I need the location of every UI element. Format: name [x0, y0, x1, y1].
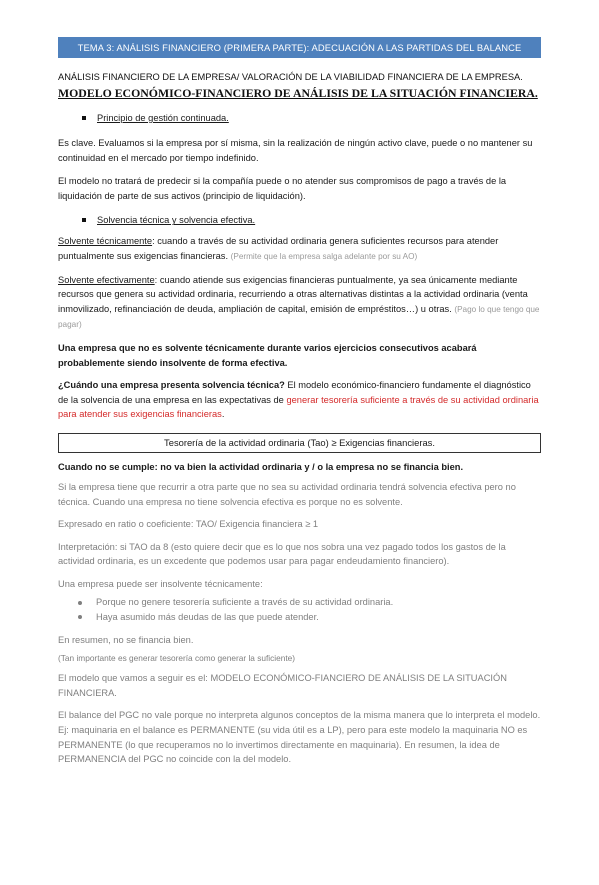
question-body: El modelo económico-financiero fundamente el diagnóstico de la solvencia de una empresa en las expectativas de [58, 380, 531, 405]
paragraph-resumen: En resumen, no se financia bien. [58, 634, 194, 645]
paragraph-ratio: Expresado en ratio o coeficiente: TAO/ Exigencia financiera ≥ 1 [58, 519, 319, 530]
formula-box: Tesorería de la actividad ordinaria (Tao) ≥ Exigencias financieras. [58, 433, 541, 453]
document-subtitle: ANÁLISIS FINANCIERO DE LA EMPRESA/ VALORACIÓN DE LA VIABILIDAD FINANCIERA DE LA EMPRESA. [58, 72, 523, 82]
bullet-heading-text: Solvencia técnica y solvencia efectiva. [97, 215, 256, 226]
paragraph-clave: Es clave. Evaluamos si la empresa por sí misma, sin la realización de ningún activo clave, puede o no mantener su continuidad en el mercado por tiempo indefinido. [58, 138, 533, 163]
no-se-cumple-heading: Cuando no se cumple: no va bien la actividad ordinaria y / o la empresa no se financia bien. [58, 461, 464, 472]
paragraph-solvente-efectivamente [58, 273, 541, 333]
term-solvente-tecnicamente: Solvente técnicamente [58, 236, 153, 247]
round-bullet-icon [78, 601, 82, 605]
topic-banner: TEMA 3: ANÁLISIS FINANCIERO (PRIMERA PARTE): ADECUACIÓN A LAS PARTIDAS DEL BALANCE [58, 37, 541, 58]
paragraph-balance-pgc: El balance del PGC no vale porque no interpreta algunos conceptos de la misma manera que lo interpreta el modelo. Ej: maquinaria en el balance es PERMANENTE (su vida útil es a LP), pero para este modelo la maquinaria NO es PERMANENTE (lo que recuperamos no lo invertimos directamente en maquinaria). En resumen, la idea de PERMANENCIA del PGC no coincide con la del modelo. [58, 710, 541, 765]
list-item [58, 610, 541, 625]
bullet-heading-text: Principio de gestión continuada. [97, 113, 229, 123]
main-title: MODELO ECONÓMICO-FINANCIERO DE ANÁLISIS DE LA SITUACIÓN FINANCIERA. [58, 86, 538, 100]
definition-text: : cuando atiende sus exigencias financieras puntualmente, ya sea únicamente mediante recursos que genera su actividad ordinaria, recurriendo a otras alternativas distintas a la actividad ordinaria (venta inmovilizado, refinanciación de deuda, ampliación de capital, emisión de empréstitos…) u otras. [58, 274, 528, 314]
paragraph-interpretacion: Interpretación: si TAO da 8 (esto quiere decir que es lo que nos sobra una vez pagado todos los gastos de la actividad ordinaria, es un excedente que podemos usar para pagar endeudamiento financiero). [58, 541, 506, 567]
square-bullet-icon [82, 218, 86, 222]
paragraph-insolvente-conclusion: Una empresa que no es solvente técnicamente durante varios ejercicios consecutivos acabará probablemente siendo insolvente de forma efectiva. [58, 342, 477, 368]
square-bullet-icon [82, 116, 86, 120]
aside-note: (Permite que la empresa salga adelante por su AO) [230, 251, 418, 261]
bullet-heading-gestion [58, 113, 541, 123]
highlighted-red-text: generar tesorería suficiente a través de su actividad ordinaria para atender sus exigencias financieras [58, 394, 539, 420]
paragraph-cuando-solvencia [58, 378, 541, 422]
round-bullet-icon [78, 615, 82, 619]
causes-list [58, 595, 541, 624]
paragraph-solvencia-efectiva: Si la empresa tiene que recurrir a otra parte que no sea su actividad ordinaria tendrá solvencia efectiva pero no técnica. Cuando una empresa no tiene solvencia efectiva es porque no es solvente. [58, 481, 516, 507]
list-item-text: Haya asumido más deudas de las que puede atender. [96, 612, 319, 623]
aside-note: (Tan importante es generar tesorería como generar la suficiente) [58, 653, 296, 664]
sentence-end: . [221, 409, 225, 420]
document-page [0, 37, 599, 885]
paragraph-insolvente-tecnicamente: Una empresa puede ser insolvente técnicamente: [58, 578, 263, 589]
aside-note: (Pago lo que tengo que pagar) [58, 304, 540, 330]
list-item [58, 595, 541, 610]
paragraph-modelo-liquidacion: El modelo no tratará de predecir si la compañía puede o no atender sus compromisos de pago a través de la liquidación de parte de sus activos (principio de liquidación). [58, 176, 507, 201]
term-solvente-efectivamente: Solvente efectivamente [58, 274, 155, 285]
list-item-text: Porque no genere tesorería suficiente a través de su actividad ordinaria. [96, 597, 394, 608]
bullet-heading-solvencia [58, 215, 541, 225]
paragraph-solvente-tecnicamente [58, 234, 541, 264]
definition-text: : cuando a través de su actividad ordinaria genera suficientes recursos para atender puntualmente sus exigencias financieras. [58, 236, 499, 261]
question-text: ¿Cuándo una empresa presenta solvencia técnica? [58, 380, 285, 391]
paragraph-modelo: El modelo que vamos a seguir es el: MODELO ECONÓMICO-FIANCIERO DE ANÁLISIS DE LA SITUACIÓN FINANCIERA. [58, 673, 507, 698]
